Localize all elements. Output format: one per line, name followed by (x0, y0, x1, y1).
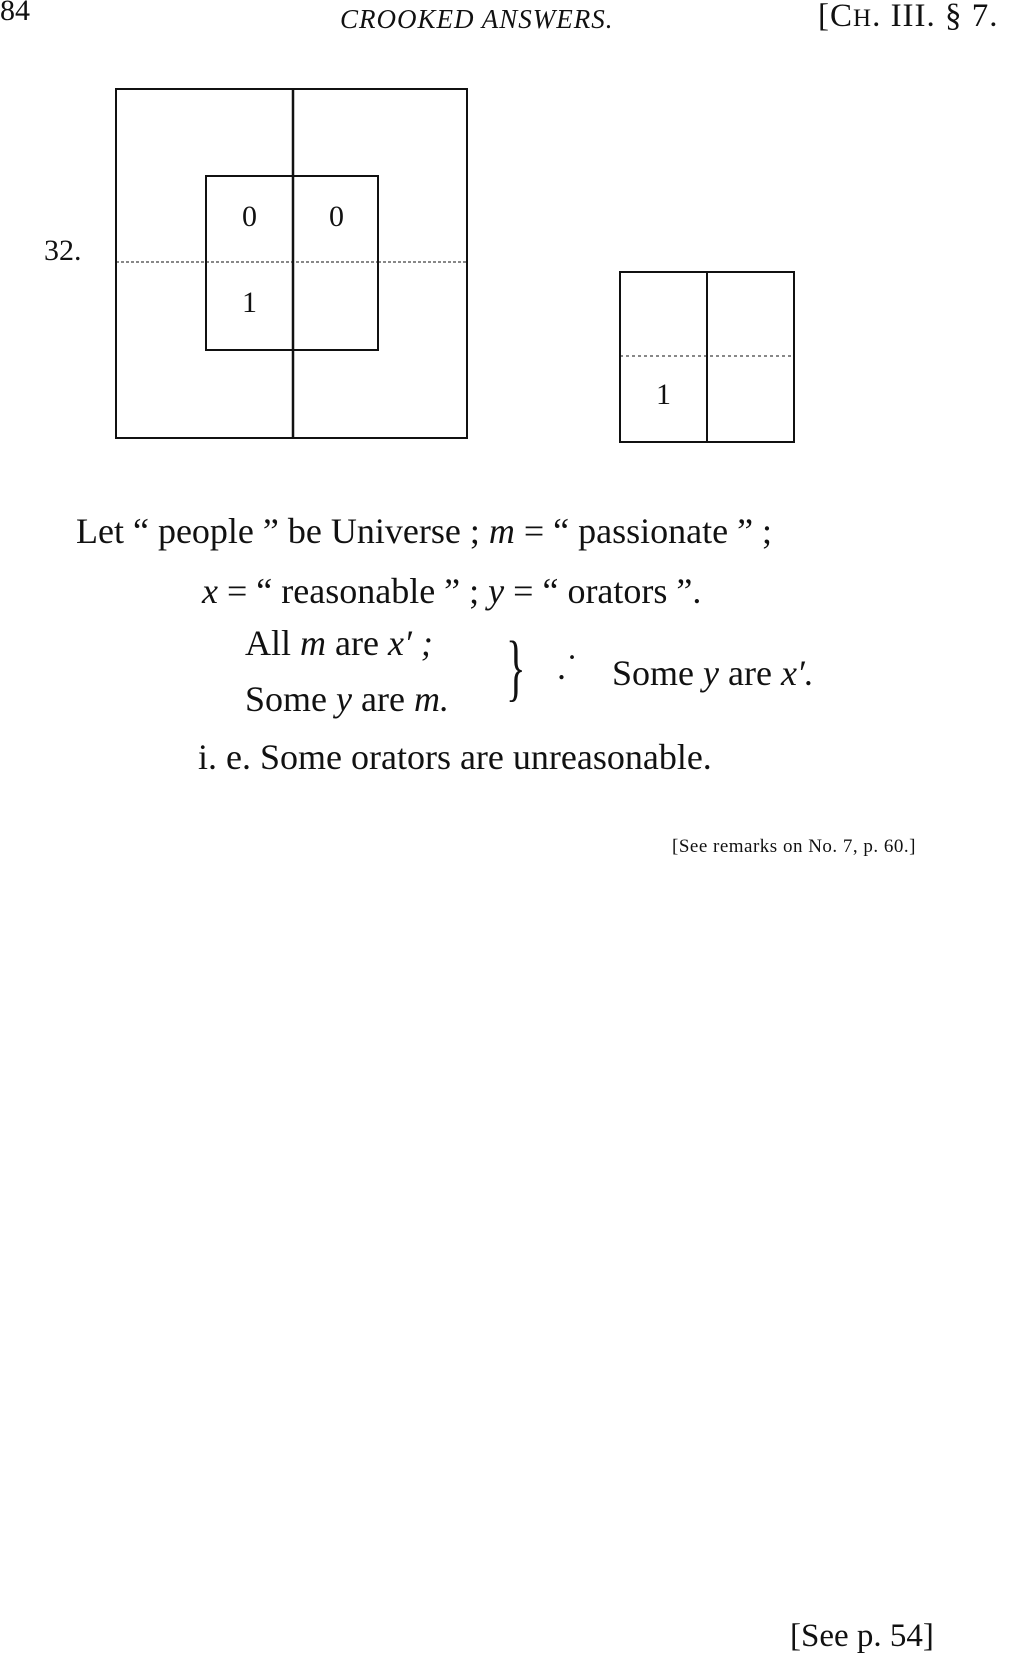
right-cell-bottom-left: 1 (656, 378, 671, 411)
premise1-x: x′ ; (387, 623, 433, 663)
premise2-m: m. (413, 679, 449, 719)
see-page-reference: [See p. 54] (790, 1618, 934, 1654)
conclusion (612, 652, 814, 694)
symbol-m: m (488, 511, 515, 551)
running-title: CROOKED ANSWERS. (340, 4, 614, 34)
symbol-y: y (488, 571, 505, 611)
therefore-symbol: .˙ (557, 647, 578, 687)
biliteral-diagrams (0, 0, 1034, 460)
passionate-def: = “ passionate ” ; (523, 511, 773, 551)
symbol-x: x (202, 571, 218, 611)
universe-text: Let “ people ” be Universe ; (76, 511, 480, 551)
conclusion-some: Some (612, 653, 695, 693)
problem-number: 32. (44, 234, 82, 267)
page-number: 84 (0, 0, 30, 27)
conclusion-y: y (703, 653, 719, 693)
premise2-some: Some (245, 679, 328, 719)
orators-def: = “ orators ”. (513, 571, 702, 611)
left-cell-bottom-left: 1 (242, 286, 257, 319)
premise1-are: are (335, 623, 379, 663)
premise-2 (245, 678, 449, 720)
right-diagram (620, 272, 794, 442)
section-ref-prefix: [C (818, 0, 853, 34)
premise1-m: m (300, 623, 327, 663)
remarks-note: [See remarks on No. 7, p. 60.] (672, 836, 917, 857)
premises-brace: } (506, 627, 526, 709)
premise-1 (245, 622, 433, 664)
left-diagram (116, 89, 467, 438)
left-cell-top-right: 0 (329, 200, 344, 233)
section-ref-smallcap: H (853, 5, 873, 32)
solution-line-universe (76, 510, 772, 552)
premise2-y: y (336, 679, 352, 719)
reasonable-def: = “ reasonable ” ; (226, 571, 480, 611)
conclusion-are: are (728, 653, 772, 693)
premise2-are: are (361, 679, 405, 719)
conclusion-x: x′. (780, 653, 814, 693)
premise1-all: All (245, 623, 292, 663)
interpretation-line: i. e. Some orators are unreasonable. (198, 737, 712, 777)
section-ref-rest: . III. § 7. (872, 0, 999, 34)
left-diagram-outer-square (116, 89, 467, 438)
left-cell-top-left: 0 (242, 200, 257, 233)
solution-line-definitions (202, 570, 701, 612)
